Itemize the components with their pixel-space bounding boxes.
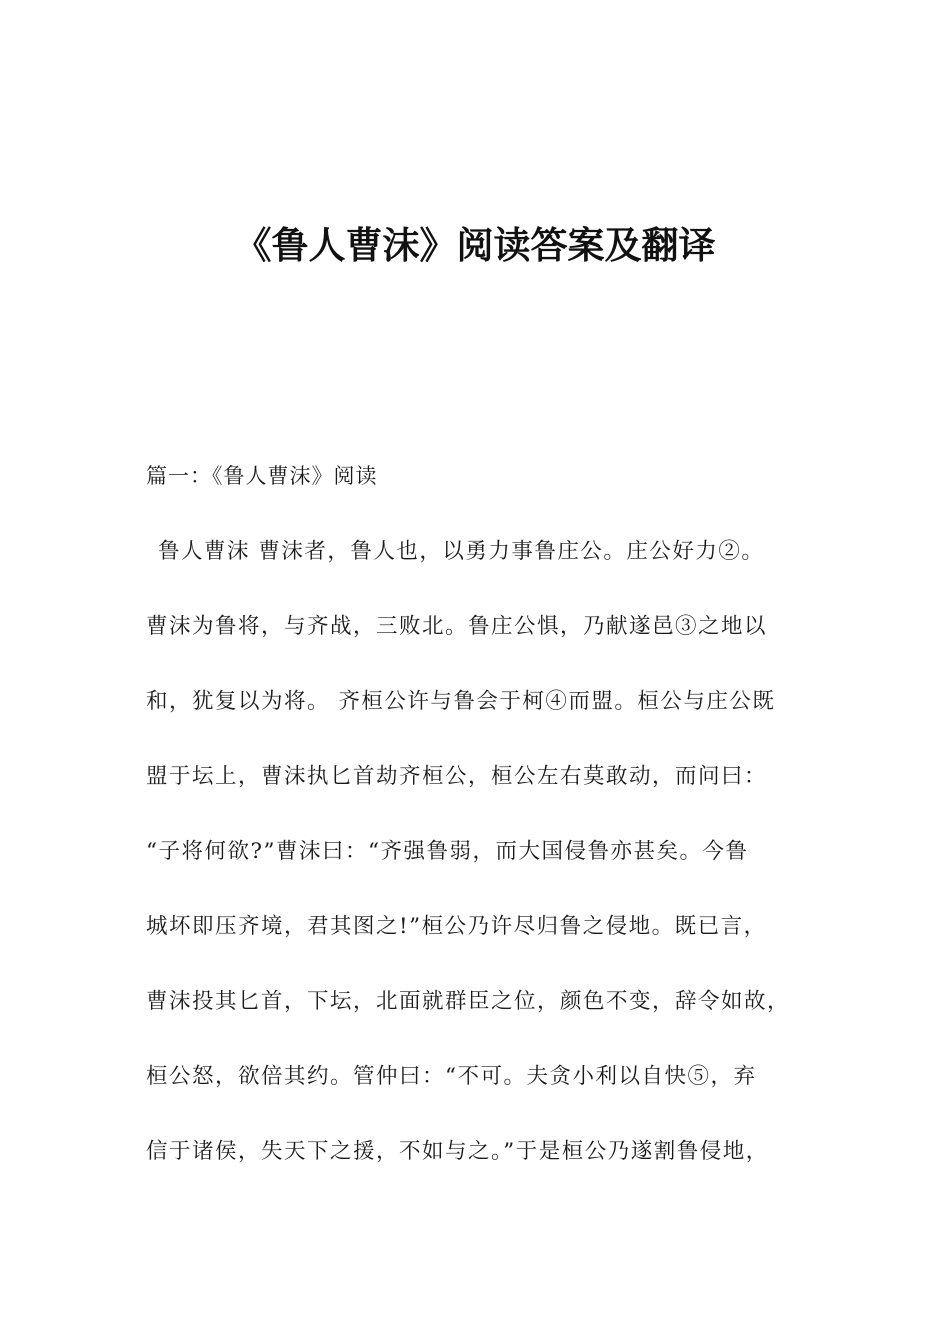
section-heading: 篇一：《鲁人曹沫》阅读 xyxy=(146,464,378,488)
body-line-9: 信于诸侯，失天下之援，不如与之。”于是桓公乃遂割鲁侵地， xyxy=(146,1139,769,1164)
body-line-7: 曹沫投其匕首，下坛，北面就群臣之位，颜色不变，辞令如故， xyxy=(146,989,791,1014)
body-line-2: 曹沫为鲁将，与齐战，三败北。鲁庄公惧，乃献遂邑③之地以 xyxy=(146,614,768,639)
document-title: 《鲁人曹沫》阅读答案及翻译 xyxy=(234,224,716,267)
body-line-3: 和，犹复以为将。 齐桓公许与鲁会于柯④而盟。桓公与庄公既 xyxy=(146,689,776,714)
body-line-1: 鲁人曹沫 曹沫者，鲁人也，以勇力事鲁庄公。庄公好力②。 xyxy=(158,539,765,564)
body-line-8: 桓公怒，欲倍其约。管仲曰：“不可。夫贪小利以自快⑤，弃 xyxy=(146,1064,757,1089)
body-line-5: “子将何欲?”曹沫曰：“齐强鲁弱，而大国侵鲁亦甚矣。今鲁 xyxy=(146,839,749,864)
body-text xyxy=(146,534,836,1209)
body-line-6: 城坏即压齐境，君其图之!”桓公乃许尽归鲁之侵地。既已言， xyxy=(146,914,767,939)
body-line-4: 盟于坛上，曹沫执匕首劫齐桓公，桓公左右莫敢动，而问曰： xyxy=(146,764,768,789)
